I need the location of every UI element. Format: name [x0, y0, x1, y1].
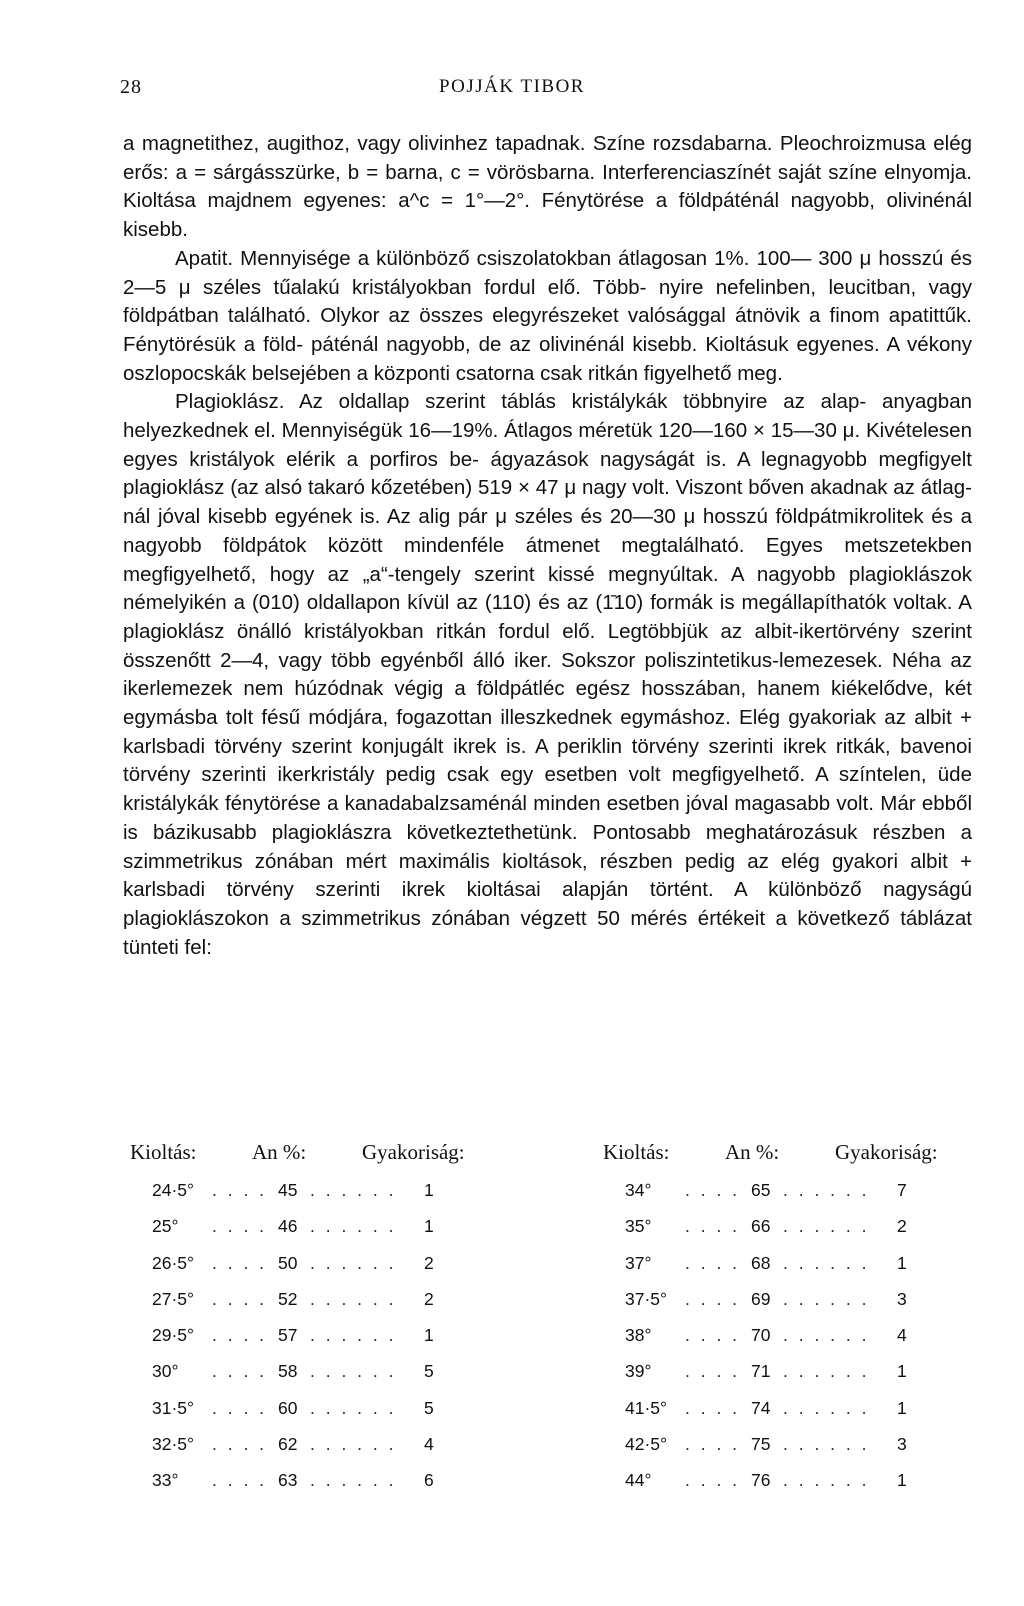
gyakorisag-cell: 1 [897, 1470, 907, 1491]
leader-dots: . . . . [685, 1325, 741, 1346]
text-line: 120—160 × 15—30 μ. Kivételesen egyes kristályok elérik a porfiros be- [123, 419, 972, 471]
text-line: az elég gyakori albit + karlsbadi törvény szerinti ikrek kioltásai alapján [123, 849, 972, 902]
table-row [130, 1216, 520, 1252]
text-line: takaró kőzetében) 519 × 47 μ nagy volt. Viszont bőven akadnak az átlag- [307, 476, 972, 500]
text-line: oszlopocskák belsejében a központi csatorna csak ritkán figyelhető meg. [123, 361, 783, 385]
table-row [603, 1434, 993, 1470]
extinction-tables [0, 1140, 1024, 1560]
body-text [123, 130, 972, 962]
table-left [130, 1140, 520, 1507]
an-cell: 45 [278, 1180, 298, 1200]
table-row [130, 1180, 520, 1216]
leader-dots: . . . . . . [783, 1180, 870, 1200]
leader-dots: . . . . . . [783, 1470, 870, 1491]
gyakorisag-cell: 1 [897, 1361, 907, 1382]
text-line: Apatit. Mennyisége a különböző csiszolatokban átlagosan 1%. 100— [175, 246, 812, 270]
table-row [603, 1180, 993, 1216]
kioltas-cell: 39° [625, 1361, 652, 1382]
gyakorisag-cell: 4 [897, 1325, 907, 1346]
text-line: szerint kissé megnyúltak. A nagyobb plagioklászok némelyikén a (010) [123, 562, 973, 615]
gyakorisag-cell: 1 [424, 1325, 434, 1346]
col-kioltas-header: Kioltás: [603, 1140, 670, 1164]
leader-dots: . . . . [212, 1252, 268, 1273]
kioltas-cell: 31·5° [152, 1397, 195, 1418]
table-row [130, 1289, 520, 1325]
text-line: Interferenciaszínét saját színe elnyomja. Kioltása majdnem egyenes: [123, 160, 972, 213]
gyakorisag-cell: 1 [897, 1397, 907, 1418]
leader-dots: . . . . [212, 1180, 268, 1200]
leader-dots: . . . . [212, 1434, 268, 1455]
gyakorisag-cell: 1 [424, 1216, 434, 1237]
an-cell: 74 [751, 1397, 771, 1418]
leader-dots: . . . . [212, 1325, 268, 1346]
an-cell: 62 [278, 1434, 298, 1455]
leader-dots: . . . . . . [310, 1434, 397, 1455]
table-right [603, 1140, 993, 1507]
leader-dots: . . . . [685, 1252, 741, 1273]
text-line: megtalálható. Egyes metszetekben megfigyelhető, hogy az „a“-tengely [123, 533, 972, 586]
an-cell: 69 [751, 1288, 771, 1309]
gyakorisag-cell: 2 [424, 1288, 434, 1309]
text-line: a^c = 1°—2°. Fénytörése a földpáténál nagyobb, olivinénál kisebb. [123, 189, 972, 242]
text-line: végig a földpátléc egész hosszában, hanem kiékelődve, két egymásba tolt [123, 677, 972, 730]
leader-dots: . . . . [685, 1361, 741, 1382]
leader-dots: . . . . [212, 1288, 268, 1309]
text-line: albit + karlsbadi törvény szerint konjugált ikrek is. A periklin törvény [123, 706, 973, 758]
col-an-header: An %: [252, 1140, 307, 1164]
kioltas-cell: 38° [625, 1325, 652, 1346]
col-kioltas-header: Kioltás: [130, 1140, 197, 1164]
leader-dots: . . . . . . [783, 1216, 870, 1237]
kioltas-cell: 41·5° [625, 1397, 668, 1418]
text-line: Sokszor poliszintetikus-lemezesek. Néha az ikerlemezek nem húzódnak [123, 648, 973, 701]
an-cell: 66 [751, 1216, 771, 1237]
text-line: történt. A különböző nagyságú plagioklászokon a szimmetrikus zónában [123, 878, 972, 930]
table-row [603, 1361, 993, 1397]
kioltas-cell: 32·5° [152, 1434, 195, 1455]
table-rows [603, 1180, 993, 1507]
kioltas-cell: 26·5° [152, 1252, 195, 1273]
text-line: 300 μ hosszú és 2—5 μ széles tűalakú kristályokban fordul elő. Több- [123, 246, 972, 299]
text-line: a kanadabalzsaménál minden esetben jóval magasabb volt. Már ebből is [123, 792, 972, 844]
table-row [130, 1253, 520, 1289]
an-cell: 57 [278, 1325, 298, 1346]
paragraph-apatit [123, 245, 972, 389]
gyakorisag-cell: 2 [424, 1252, 434, 1273]
text-line: nál jóval kisebb egyének is. Az alig pár μ széles és 20—30 μ hosszú [123, 505, 768, 529]
text-line: egy esetben volt megfigyelhető. A színtelen, üde kristálykák fénytörése [123, 763, 972, 816]
text-line: anyagban helyezkednek el. Mennyiségük 16—19%. Átlagos méretük [123, 390, 972, 443]
gyakorisag-cell: 5 [424, 1361, 434, 1382]
leader-dots: . . . . . . [310, 1252, 397, 1273]
table-rows [130, 1180, 520, 1507]
gyakorisag-cell: 4 [424, 1434, 434, 1455]
text-line: részben a szimmetrikus zónában mért maximális kioltások, részben pedig [123, 820, 972, 873]
an-cell: 65 [751, 1180, 771, 1200]
paragraph-plagioklasz [123, 388, 972, 962]
leader-dots: . . . . . . [310, 1361, 397, 1382]
leader-dots: . . . . [685, 1288, 741, 1309]
an-cell: 68 [751, 1252, 771, 1273]
leader-dots: . . . . . . [783, 1288, 870, 1309]
text-line: oldallapon kívül az (110) és az (1̄10) formák is megállapíthatók voltak. [306, 591, 953, 615]
text-line: fésű módjára, fogazottan illeszkednek egymáshoz. Elég gyakoriak az [261, 706, 906, 730]
table-row [603, 1325, 993, 1361]
an-cell: 75 [751, 1434, 771, 1455]
table-row [130, 1361, 520, 1397]
table-row [603, 1470, 993, 1506]
col-gyakorisag-header: Gyakoriság: [362, 1140, 465, 1164]
kioltas-cell: 29·5° [152, 1325, 195, 1346]
text-line: elegyrészeket valósággal átnövik a finom apatittűk. Fénytörésük a föld- [123, 304, 972, 356]
table-row [603, 1216, 993, 1252]
gyakorisag-cell: 3 [897, 1288, 907, 1309]
kioltas-cell: 25° [152, 1216, 179, 1237]
an-cell: 76 [751, 1470, 771, 1491]
gyakorisag-cell: 1 [424, 1180, 434, 1200]
text-line: szerinti ikrek ritkák, bavenoi törvény szerinti ikerkristály pedig csak [123, 734, 972, 787]
leader-dots: . . . . . . [310, 1325, 397, 1346]
text-line: nyire nefelinben, leucitban, vagy földpátban található. Olykor az összes [123, 275, 972, 328]
leader-dots: . . . . [685, 1180, 741, 1200]
gyakorisag-cell: 3 [897, 1434, 907, 1455]
kioltas-cell: 24·5° [152, 1180, 195, 1200]
table-row [130, 1325, 520, 1361]
leader-dots: . . . . . . [310, 1216, 397, 1237]
kioltas-cell: 35° [625, 1216, 652, 1237]
table-row [603, 1289, 993, 1325]
an-cell: 71 [751, 1361, 771, 1382]
leader-dots: . . . . [685, 1434, 741, 1455]
leader-dots: . . . . [212, 1361, 268, 1382]
kioltas-cell: 37·5° [625, 1288, 668, 1309]
gyakorisag-cell: 1 [897, 1252, 907, 1273]
paragraph-pleochroism [123, 130, 972, 245]
an-cell: 70 [751, 1325, 771, 1346]
leader-dots: . . . . . . [783, 1325, 870, 1346]
text-line: ágyazások nagyságát is. A legnagyobb megfigyelt plagioklász (az alsó [123, 447, 972, 500]
col-an-header: An %: [725, 1140, 780, 1164]
col-gyakorisag-header: Gyakoriság: [835, 1140, 938, 1164]
table-header [603, 1140, 993, 1180]
running-head: POJJÁK TIBOR [439, 76, 585, 97]
leader-dots: . . . . . . [783, 1397, 870, 1418]
leader-dots: . . . . [212, 1216, 268, 1237]
text-line: albit-ikertörvény szerint összenőtt 2—4, vagy több egyénből álló iker. [123, 619, 972, 672]
text-line: a magnetithez, augithoz, vagy olivinhez tapadnak. Színe rozsdabarna. [123, 132, 773, 155]
leader-dots: . . . . [212, 1397, 268, 1418]
leader-dots: . . . . [212, 1470, 268, 1491]
text-line: Pleochroizmusa elég erős: a = sárgásszürke, b = barna, c = vörösbarna. [123, 132, 972, 184]
kioltas-cell: 37° [625, 1252, 652, 1273]
leader-dots: . . . . . . [310, 1180, 397, 1200]
leader-dots: . . . . . . [310, 1470, 397, 1491]
kioltas-cell: 42·5° [625, 1434, 668, 1455]
an-cell: 52 [278, 1288, 298, 1309]
gyakorisag-cell: 5 [424, 1397, 434, 1418]
leader-dots: . . . . . . [310, 1397, 397, 1418]
an-cell: 46 [278, 1216, 298, 1237]
kioltas-cell: 33° [152, 1470, 179, 1491]
leader-dots: . . . . . . [783, 1434, 870, 1455]
leader-dots: . . . . [685, 1216, 741, 1237]
table-row [130, 1470, 520, 1506]
kioltas-cell: 30° [152, 1361, 179, 1382]
table-row [603, 1253, 993, 1289]
leader-dots: . . . . . . [310, 1288, 397, 1309]
leader-dots: . . . . . . [783, 1252, 870, 1273]
text-line: földpátmikrolitek és a nagyobb földpátok között mindenféle átmenet [123, 505, 972, 557]
text-line: A plagioklász önálló kristályokban ritkán fordul elő. Legtöbbjük az [123, 591, 972, 643]
an-cell: 60 [278, 1397, 298, 1418]
text-line: Plagioklász. Az oldallap szerint táblás kristálykák többnyire az alap- [175, 390, 867, 414]
table-header [130, 1140, 520, 1180]
kioltas-cell: 27·5° [152, 1288, 195, 1309]
kioltas-cell: 34° [625, 1180, 652, 1200]
page-number: 28 [120, 76, 142, 98]
leader-dots: . . . . [685, 1397, 741, 1418]
text-line: páténál nagyobb, de az olivinénál kisebb. Kioltásuk egyenes. A vékony [311, 332, 972, 356]
text-line: végzett 50 mérés értékeit a következő táblázat tünteti fel: [123, 906, 972, 959]
table-row [603, 1398, 993, 1434]
table-row [130, 1398, 520, 1434]
an-cell: 50 [278, 1252, 298, 1273]
gyakorisag-cell: 7 [897, 1180, 907, 1200]
leader-dots: . . . . . . [783, 1361, 870, 1382]
gyakorisag-cell: 6 [424, 1470, 434, 1491]
gyakorisag-cell: 2 [897, 1216, 907, 1237]
table-row [130, 1434, 520, 1470]
an-cell: 58 [278, 1361, 298, 1382]
page-header [0, 70, 1024, 110]
text-line: bázikusabb plagioklászra következtethetünk. Pontosabb meghatározásuk [152, 820, 858, 844]
an-cell: 63 [278, 1470, 298, 1491]
kioltas-cell: 44° [625, 1470, 652, 1491]
leader-dots: . . . . [685, 1470, 741, 1491]
